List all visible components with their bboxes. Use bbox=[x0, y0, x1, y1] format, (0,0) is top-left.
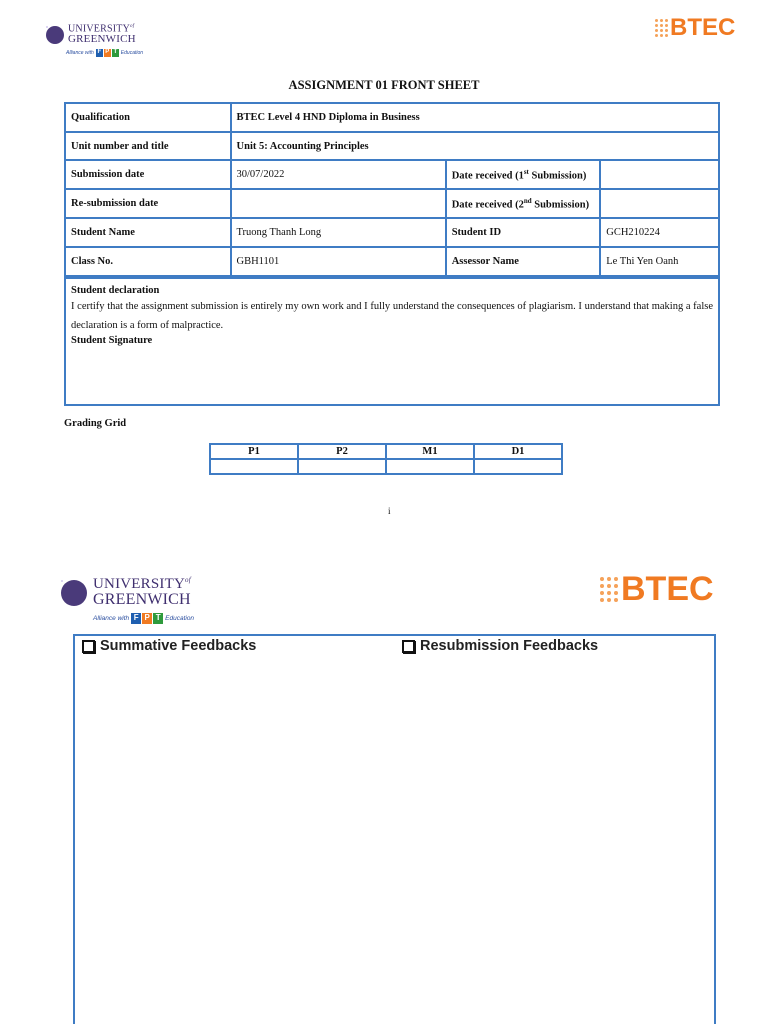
submission-date-label: Submission date bbox=[65, 160, 231, 189]
btec-dots-icon bbox=[600, 577, 618, 602]
university-name-line2: GREENWICH bbox=[93, 591, 191, 608]
grade-cell-p2 bbox=[298, 459, 386, 474]
table-row bbox=[65, 247, 719, 276]
table-row bbox=[210, 459, 562, 474]
university-logo-top bbox=[46, 24, 136, 45]
fpt-logo-icon bbox=[96, 49, 119, 57]
university-logo-bottom bbox=[61, 577, 191, 608]
student-id-value: GCH210224 bbox=[600, 218, 719, 247]
table-row bbox=[210, 444, 562, 459]
date-received-2-value bbox=[600, 189, 719, 218]
alliance-text: Alliance with bbox=[66, 50, 94, 56]
education-text: Education bbox=[120, 50, 144, 56]
btec-dots-icon bbox=[655, 19, 668, 37]
qualification-label: Qualification bbox=[65, 103, 231, 132]
resubmission-feedback-heading bbox=[402, 638, 598, 654]
table-row bbox=[65, 218, 719, 247]
grade-header-m1: M1 bbox=[386, 444, 474, 459]
declaration-heading: Student declaration bbox=[71, 285, 160, 296]
university-of: of bbox=[130, 24, 135, 29]
university-name-line2: GREENWICH bbox=[68, 33, 136, 46]
class-value: GBH1101 bbox=[231, 247, 446, 276]
assessor-value: Le Thi Yen Oanh bbox=[600, 247, 719, 276]
fpt-letter-p: P bbox=[142, 613, 152, 624]
front-sheet-table bbox=[64, 102, 720, 277]
grade-header-d1: D1 bbox=[474, 444, 562, 459]
class-label: Class No. bbox=[65, 247, 231, 276]
student-declaration-box bbox=[64, 277, 720, 406]
student-id-label: Student ID bbox=[446, 218, 601, 247]
student-name-value: Truong Thanh Long bbox=[231, 218, 446, 247]
university-name-line1: UNIVERSITY bbox=[93, 576, 185, 592]
assessor-label: Assessor Name bbox=[446, 247, 601, 276]
date-received-1-value bbox=[600, 160, 719, 189]
grade-header-p2: P2 bbox=[298, 444, 386, 459]
grading-grid-table bbox=[209, 443, 563, 475]
fpt-letter-p: P bbox=[105, 49, 110, 55]
date-received-1-label: Date received (1st Submission) bbox=[446, 160, 601, 189]
unit-value: Unit 5: Accounting Principles bbox=[231, 132, 719, 160]
university-name-line1: UNIVERSITY bbox=[68, 23, 130, 35]
table-row bbox=[65, 103, 719, 132]
fpt-letter-f: F bbox=[131, 613, 141, 624]
table-row bbox=[65, 132, 719, 160]
unit-label: Unit number and title bbox=[65, 132, 231, 160]
checkbox-icon[interactable] bbox=[402, 640, 415, 653]
fpt-logo-icon bbox=[131, 613, 163, 624]
checkbox-icon[interactable] bbox=[82, 640, 95, 653]
university-seal-icon bbox=[61, 580, 87, 606]
resubmission-date-value bbox=[231, 189, 446, 218]
page-number: i bbox=[388, 506, 391, 516]
resubmission-feedback-label: Resubmission Feedbacks bbox=[420, 638, 599, 654]
alliance-tagline-bottom bbox=[93, 613, 194, 624]
education-text: Education bbox=[165, 615, 195, 622]
table-row bbox=[65, 160, 719, 189]
resubmission-date-label: Re-submission date bbox=[65, 189, 231, 218]
grade-cell-m1 bbox=[386, 459, 474, 474]
date-received-2-label: Date received (2nd Submission) bbox=[446, 189, 601, 218]
alliance-text: Alliance with bbox=[93, 615, 130, 622]
grade-cell-d1 bbox=[474, 459, 562, 474]
summative-feedback-heading bbox=[82, 638, 256, 654]
grade-header-p1: P1 bbox=[210, 444, 298, 459]
grade-cell-p1 bbox=[210, 459, 298, 474]
university-seal-icon bbox=[46, 26, 64, 44]
university-of: of bbox=[185, 576, 191, 584]
qualification-value: BTEC Level 4 HND Diploma in Business bbox=[231, 103, 719, 132]
signature-label: Student Signature bbox=[71, 335, 153, 346]
fpt-letter-t: T bbox=[113, 49, 118, 55]
fpt-letter-t: T bbox=[153, 613, 163, 624]
summative-feedback-label: Summative Feedbacks bbox=[100, 638, 257, 654]
alliance-tagline-top bbox=[66, 49, 143, 57]
btec-wordmark: BTEC bbox=[621, 570, 714, 608]
btec-logo-top bbox=[655, 16, 735, 40]
submission-date-value: 30/07/2022 bbox=[231, 160, 446, 189]
student-name-label: Student Name bbox=[65, 218, 231, 247]
table-row bbox=[65, 189, 719, 218]
grading-grid-label: Grading Grid bbox=[64, 418, 127, 429]
declaration-text: I certify that the assignment submission is entirely my own work and I fully understand the consequences of plagiarism. I understand that making a false declaration is a form of malpractice. bbox=[71, 301, 713, 331]
page-title: ASSIGNMENT 01 FRONT SHEET bbox=[288, 78, 480, 92]
btec-wordmark: BTEC bbox=[670, 14, 736, 41]
btec-logo-bottom bbox=[600, 572, 714, 606]
fpt-letter-f: F bbox=[97, 49, 102, 55]
feedback-box bbox=[73, 634, 716, 1024]
